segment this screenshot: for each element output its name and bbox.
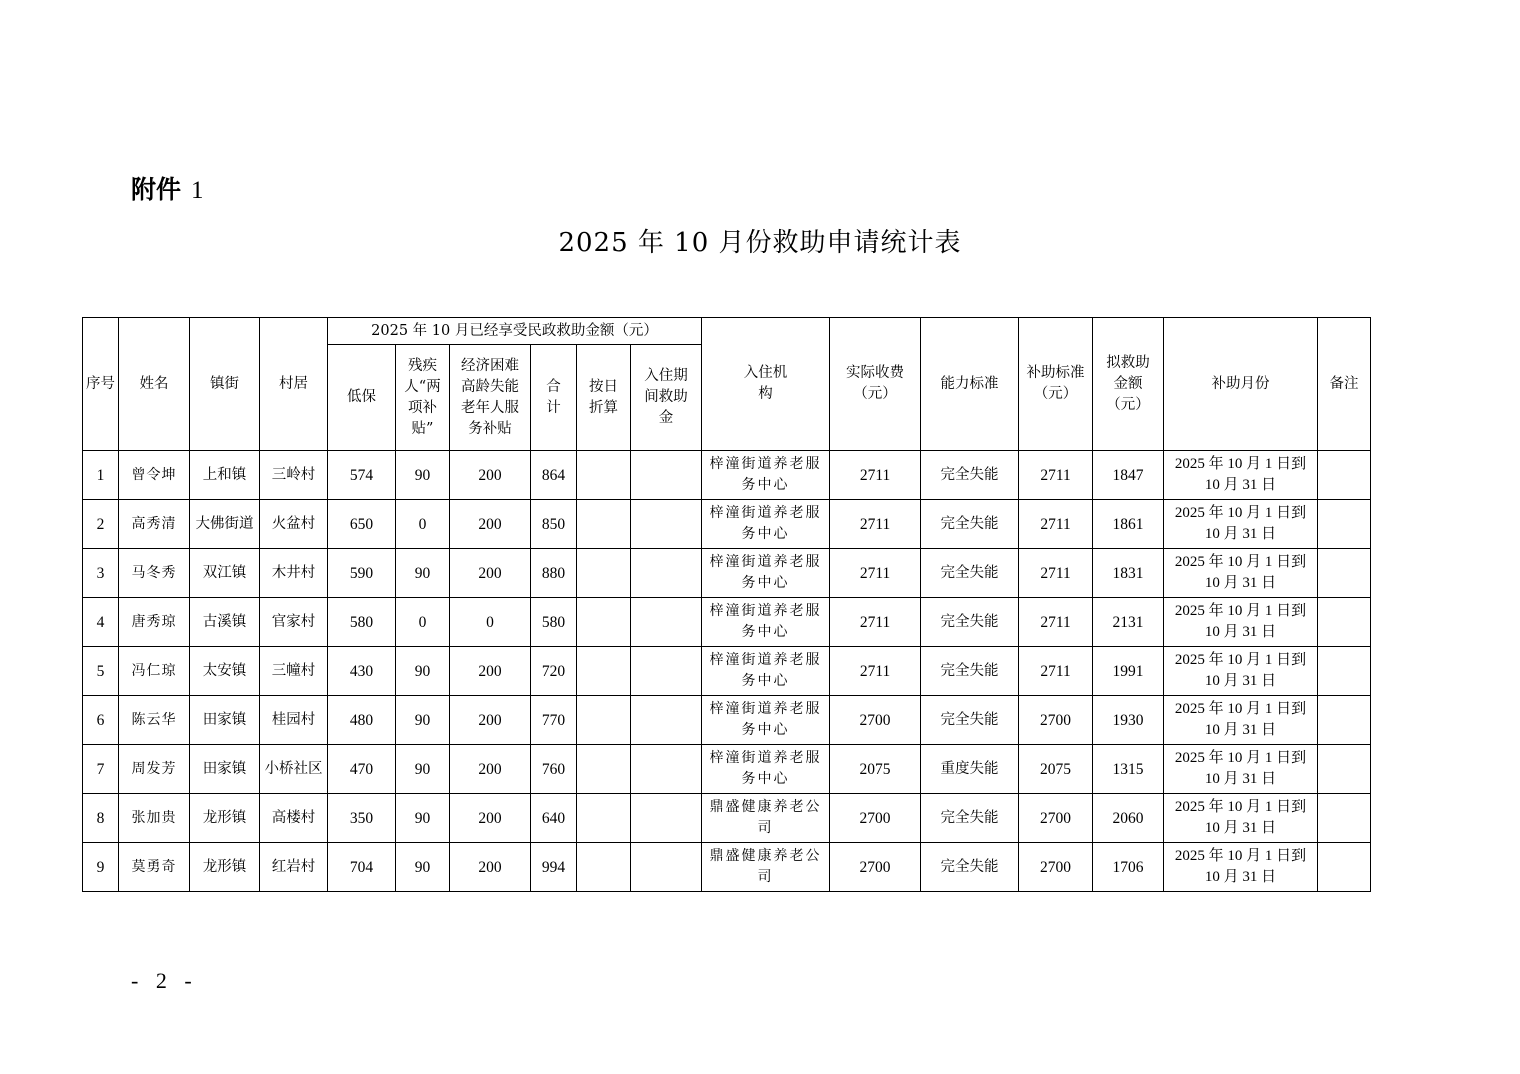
cell-subsidy-month: 2025 年 10 月 1 日到 10 月 31 日 bbox=[1164, 500, 1318, 549]
header-received-group: 2025 年 10 月已经享受民政救助金额（元） bbox=[328, 318, 702, 345]
cell-stay-relief bbox=[631, 451, 702, 500]
document-title: 2025 年 10 月份救助申请统计表 bbox=[558, 228, 962, 258]
header-disabled-subsidy: 残疾人“两项补贴” bbox=[396, 345, 450, 451]
cell-daily bbox=[577, 549, 631, 598]
cell-daily bbox=[577, 745, 631, 794]
cell-institution: 梓潼街道养老服务中心 bbox=[702, 696, 830, 745]
table-row bbox=[83, 794, 1371, 843]
cell-total: 770 bbox=[531, 696, 577, 745]
cell-elderly-subsidy: 200 bbox=[450, 745, 531, 794]
cell-disabled-subsidy: 0 bbox=[396, 500, 450, 549]
cell-disabled-subsidy: 90 bbox=[396, 647, 450, 696]
cell-actual-fee: 2700 bbox=[830, 696, 921, 745]
cell-stay-relief bbox=[631, 598, 702, 647]
cell-institution: 梓潼街道养老服务中心 bbox=[702, 598, 830, 647]
cell-total: 720 bbox=[531, 647, 577, 696]
table-row bbox=[83, 647, 1371, 696]
cell-stay-relief bbox=[631, 794, 702, 843]
cell-village: 红岩村 bbox=[260, 843, 328, 892]
cell-disabled-subsidy: 90 bbox=[396, 745, 450, 794]
table-row bbox=[83, 843, 1371, 892]
relief-statistics-table bbox=[82, 317, 1371, 892]
cell-proposed-amount: 1930 bbox=[1093, 696, 1164, 745]
header-remark: 备注 bbox=[1318, 318, 1371, 451]
cell-seq: 4 bbox=[83, 598, 119, 647]
cell-total: 640 bbox=[531, 794, 577, 843]
cell-actual-fee: 2711 bbox=[830, 647, 921, 696]
cell-disabled-subsidy: 90 bbox=[396, 451, 450, 500]
cell-remark bbox=[1318, 794, 1371, 843]
cell-daily bbox=[577, 451, 631, 500]
cell-elderly-subsidy: 200 bbox=[450, 696, 531, 745]
header-name: 姓名 bbox=[119, 318, 190, 451]
cell-proposed-amount: 1706 bbox=[1093, 843, 1164, 892]
cell-town: 双江镇 bbox=[190, 549, 260, 598]
cell-seq: 1 bbox=[83, 451, 119, 500]
cell-name: 冯仁琼 bbox=[119, 647, 190, 696]
cell-remark bbox=[1318, 500, 1371, 549]
cell-dibao: 650 bbox=[328, 500, 396, 549]
cell-institution: 梓潼街道养老服务中心 bbox=[702, 451, 830, 500]
cell-subsidy-month: 2025 年 10 月 1 日到 10 月 31 日 bbox=[1164, 598, 1318, 647]
table-row bbox=[83, 549, 1371, 598]
cell-dibao: 580 bbox=[328, 598, 396, 647]
cell-village: 三幢村 bbox=[260, 647, 328, 696]
cell-dibao: 350 bbox=[328, 794, 396, 843]
cell-ability: 完全失能 bbox=[921, 500, 1019, 549]
cell-dibao: 590 bbox=[328, 549, 396, 598]
cell-total: 880 bbox=[531, 549, 577, 598]
cell-subsidy-standard: 2700 bbox=[1019, 843, 1093, 892]
cell-town: 大佛街道 bbox=[190, 500, 260, 549]
cell-dibao: 430 bbox=[328, 647, 396, 696]
cell-seq: 6 bbox=[83, 696, 119, 745]
cell-remark bbox=[1318, 549, 1371, 598]
cell-stay-relief bbox=[631, 696, 702, 745]
cell-actual-fee: 2711 bbox=[830, 451, 921, 500]
table-row bbox=[83, 745, 1371, 794]
cell-town: 田家镇 bbox=[190, 696, 260, 745]
cell-stay-relief bbox=[631, 745, 702, 794]
table-row bbox=[83, 696, 1371, 745]
attachment-text: 附件 bbox=[131, 175, 182, 204]
cell-ability: 完全失能 bbox=[921, 843, 1019, 892]
cell-subsidy-month: 2025 年 10 月 1 日到 10 月 31 日 bbox=[1164, 451, 1318, 500]
cell-name: 莫勇奇 bbox=[119, 843, 190, 892]
cell-elderly-subsidy: 200 bbox=[450, 647, 531, 696]
cell-elderly-subsidy: 200 bbox=[450, 500, 531, 549]
header-subsidy-month: 补助月份 bbox=[1164, 318, 1318, 451]
cell-elderly-subsidy: 0 bbox=[450, 598, 531, 647]
cell-proposed-amount: 1831 bbox=[1093, 549, 1164, 598]
attachment-number: 1 bbox=[191, 177, 204, 204]
cell-institution: 梓潼街道养老服务中心 bbox=[702, 549, 830, 598]
cell-dibao: 704 bbox=[328, 843, 396, 892]
cell-seq: 5 bbox=[83, 647, 119, 696]
cell-proposed-amount: 2131 bbox=[1093, 598, 1164, 647]
cell-elderly-subsidy: 200 bbox=[450, 843, 531, 892]
cell-daily bbox=[577, 500, 631, 549]
cell-actual-fee: 2700 bbox=[830, 794, 921, 843]
cell-subsidy-month: 2025 年 10 月 1 日到 10 月 31 日 bbox=[1164, 647, 1318, 696]
cell-village: 官家村 bbox=[260, 598, 328, 647]
header-stay-relief: 入住期间救助金 bbox=[631, 345, 702, 451]
cell-total: 760 bbox=[531, 745, 577, 794]
cell-proposed-amount: 1315 bbox=[1093, 745, 1164, 794]
cell-ability: 完全失能 bbox=[921, 598, 1019, 647]
cell-actual-fee: 2711 bbox=[830, 598, 921, 647]
cell-daily bbox=[577, 696, 631, 745]
cell-seq: 7 bbox=[83, 745, 119, 794]
cell-town: 龙形镇 bbox=[190, 794, 260, 843]
cell-subsidy-month: 2025 年 10 月 1 日到 10 月 31 日 bbox=[1164, 696, 1318, 745]
cell-stay-relief bbox=[631, 500, 702, 549]
cell-subsidy-standard: 2700 bbox=[1019, 696, 1093, 745]
table-row bbox=[83, 500, 1371, 549]
cell-remark bbox=[1318, 745, 1371, 794]
cell-stay-relief bbox=[631, 843, 702, 892]
cell-elderly-subsidy: 200 bbox=[450, 794, 531, 843]
cell-town: 田家镇 bbox=[190, 745, 260, 794]
header-actual-fee: 实际收费（元） bbox=[830, 318, 921, 451]
cell-institution: 梓潼街道养老服务中心 bbox=[702, 745, 830, 794]
cell-subsidy-standard: 2711 bbox=[1019, 647, 1093, 696]
page-number: - 2 - bbox=[131, 968, 198, 993]
cell-ability: 完全失能 bbox=[921, 696, 1019, 745]
header-elderly-subsidy: 经济困难高龄失能老年人服务补贴 bbox=[450, 345, 531, 451]
cell-actual-fee: 2711 bbox=[830, 549, 921, 598]
header-total: 合计 bbox=[531, 345, 577, 451]
cell-remark bbox=[1318, 696, 1371, 745]
cell-stay-relief bbox=[631, 647, 702, 696]
cell-proposed-amount: 1861 bbox=[1093, 500, 1164, 549]
attachment-label bbox=[131, 170, 204, 206]
cell-remark bbox=[1318, 598, 1371, 647]
cell-daily bbox=[577, 647, 631, 696]
cell-town: 龙形镇 bbox=[190, 843, 260, 892]
cell-actual-fee: 2075 bbox=[830, 745, 921, 794]
cell-remark bbox=[1318, 451, 1371, 500]
cell-name: 唐秀琼 bbox=[119, 598, 190, 647]
cell-name: 张加贵 bbox=[119, 794, 190, 843]
cell-total: 864 bbox=[531, 451, 577, 500]
cell-disabled-subsidy: 90 bbox=[396, 843, 450, 892]
cell-disabled-subsidy: 0 bbox=[396, 598, 450, 647]
cell-actual-fee: 2711 bbox=[830, 500, 921, 549]
cell-proposed-amount: 2060 bbox=[1093, 794, 1164, 843]
cell-village: 木井村 bbox=[260, 549, 328, 598]
cell-subsidy-month: 2025 年 10 月 1 日到 10 月 31 日 bbox=[1164, 549, 1318, 598]
cell-subsidy-standard: 2711 bbox=[1019, 549, 1093, 598]
cell-disabled-subsidy: 90 bbox=[396, 549, 450, 598]
cell-total: 580 bbox=[531, 598, 577, 647]
header-ability: 能力标准 bbox=[921, 318, 1019, 451]
cell-institution: 梓潼街道养老服务中心 bbox=[702, 500, 830, 549]
cell-subsidy-standard: 2075 bbox=[1019, 745, 1093, 794]
header-town: 镇街 bbox=[190, 318, 260, 451]
cell-subsidy-standard: 2711 bbox=[1019, 451, 1093, 500]
cell-subsidy-standard: 2700 bbox=[1019, 794, 1093, 843]
cell-elderly-subsidy: 200 bbox=[450, 451, 531, 500]
cell-name: 曾令坤 bbox=[119, 451, 190, 500]
cell-village: 火盆村 bbox=[260, 500, 328, 549]
cell-dibao: 574 bbox=[328, 451, 396, 500]
cell-institution: 鼎盛健康养老公司 bbox=[702, 843, 830, 892]
cell-name: 马冬秀 bbox=[119, 549, 190, 598]
cell-village: 三岭村 bbox=[260, 451, 328, 500]
cell-proposed-amount: 1847 bbox=[1093, 451, 1164, 500]
header-dibao: 低保 bbox=[328, 345, 396, 451]
cell-village: 小桥社区 bbox=[260, 745, 328, 794]
cell-village: 桂园村 bbox=[260, 696, 328, 745]
cell-ability: 完全失能 bbox=[921, 794, 1019, 843]
cell-ability: 完全失能 bbox=[921, 451, 1019, 500]
cell-institution: 梓潼街道养老服务中心 bbox=[702, 647, 830, 696]
cell-institution: 鼎盛健康养老公司 bbox=[702, 794, 830, 843]
header-subsidy-standard: 补助标准（元） bbox=[1019, 318, 1093, 451]
cell-disabled-subsidy: 90 bbox=[396, 794, 450, 843]
header-village: 村居 bbox=[260, 318, 328, 451]
cell-actual-fee: 2700 bbox=[830, 843, 921, 892]
cell-town: 太安镇 bbox=[190, 647, 260, 696]
cell-subsidy-month: 2025 年 10 月 1 日到 10 月 31 日 bbox=[1164, 745, 1318, 794]
cell-seq: 9 bbox=[83, 843, 119, 892]
cell-subsidy-month: 2025 年 10 月 1 日到 10 月 31 日 bbox=[1164, 843, 1318, 892]
cell-subsidy-month: 2025 年 10 月 1 日到 10 月 31 日 bbox=[1164, 794, 1318, 843]
cell-daily bbox=[577, 794, 631, 843]
cell-seq: 8 bbox=[83, 794, 119, 843]
header-proposed-amount: 拟救助金额（元） bbox=[1093, 318, 1164, 451]
cell-total: 850 bbox=[531, 500, 577, 549]
cell-total: 994 bbox=[531, 843, 577, 892]
table-row bbox=[83, 598, 1371, 647]
cell-proposed-amount: 1991 bbox=[1093, 647, 1164, 696]
cell-village: 高楼村 bbox=[260, 794, 328, 843]
cell-seq: 3 bbox=[83, 549, 119, 598]
cell-remark bbox=[1318, 647, 1371, 696]
table-row bbox=[83, 451, 1371, 500]
cell-subsidy-standard: 2711 bbox=[1019, 598, 1093, 647]
cell-dibao: 470 bbox=[328, 745, 396, 794]
header-institution: 入住机构 bbox=[702, 318, 830, 451]
cell-name: 高秀清 bbox=[119, 500, 190, 549]
cell-ability: 完全失能 bbox=[921, 549, 1019, 598]
header-seq: 序号 bbox=[83, 318, 119, 451]
cell-ability: 重度失能 bbox=[921, 745, 1019, 794]
cell-ability: 完全失能 bbox=[921, 647, 1019, 696]
cell-disabled-subsidy: 90 bbox=[396, 696, 450, 745]
cell-name: 陈云华 bbox=[119, 696, 190, 745]
cell-town: 古溪镇 bbox=[190, 598, 260, 647]
header-daily: 按日折算 bbox=[577, 345, 631, 451]
cell-name: 周发芳 bbox=[119, 745, 190, 794]
cell-remark bbox=[1318, 843, 1371, 892]
cell-town: 上和镇 bbox=[190, 451, 260, 500]
cell-seq: 2 bbox=[83, 500, 119, 549]
cell-subsidy-standard: 2711 bbox=[1019, 500, 1093, 549]
cell-elderly-subsidy: 200 bbox=[450, 549, 531, 598]
cell-daily bbox=[577, 598, 631, 647]
cell-daily bbox=[577, 843, 631, 892]
cell-stay-relief bbox=[631, 549, 702, 598]
cell-dibao: 480 bbox=[328, 696, 396, 745]
